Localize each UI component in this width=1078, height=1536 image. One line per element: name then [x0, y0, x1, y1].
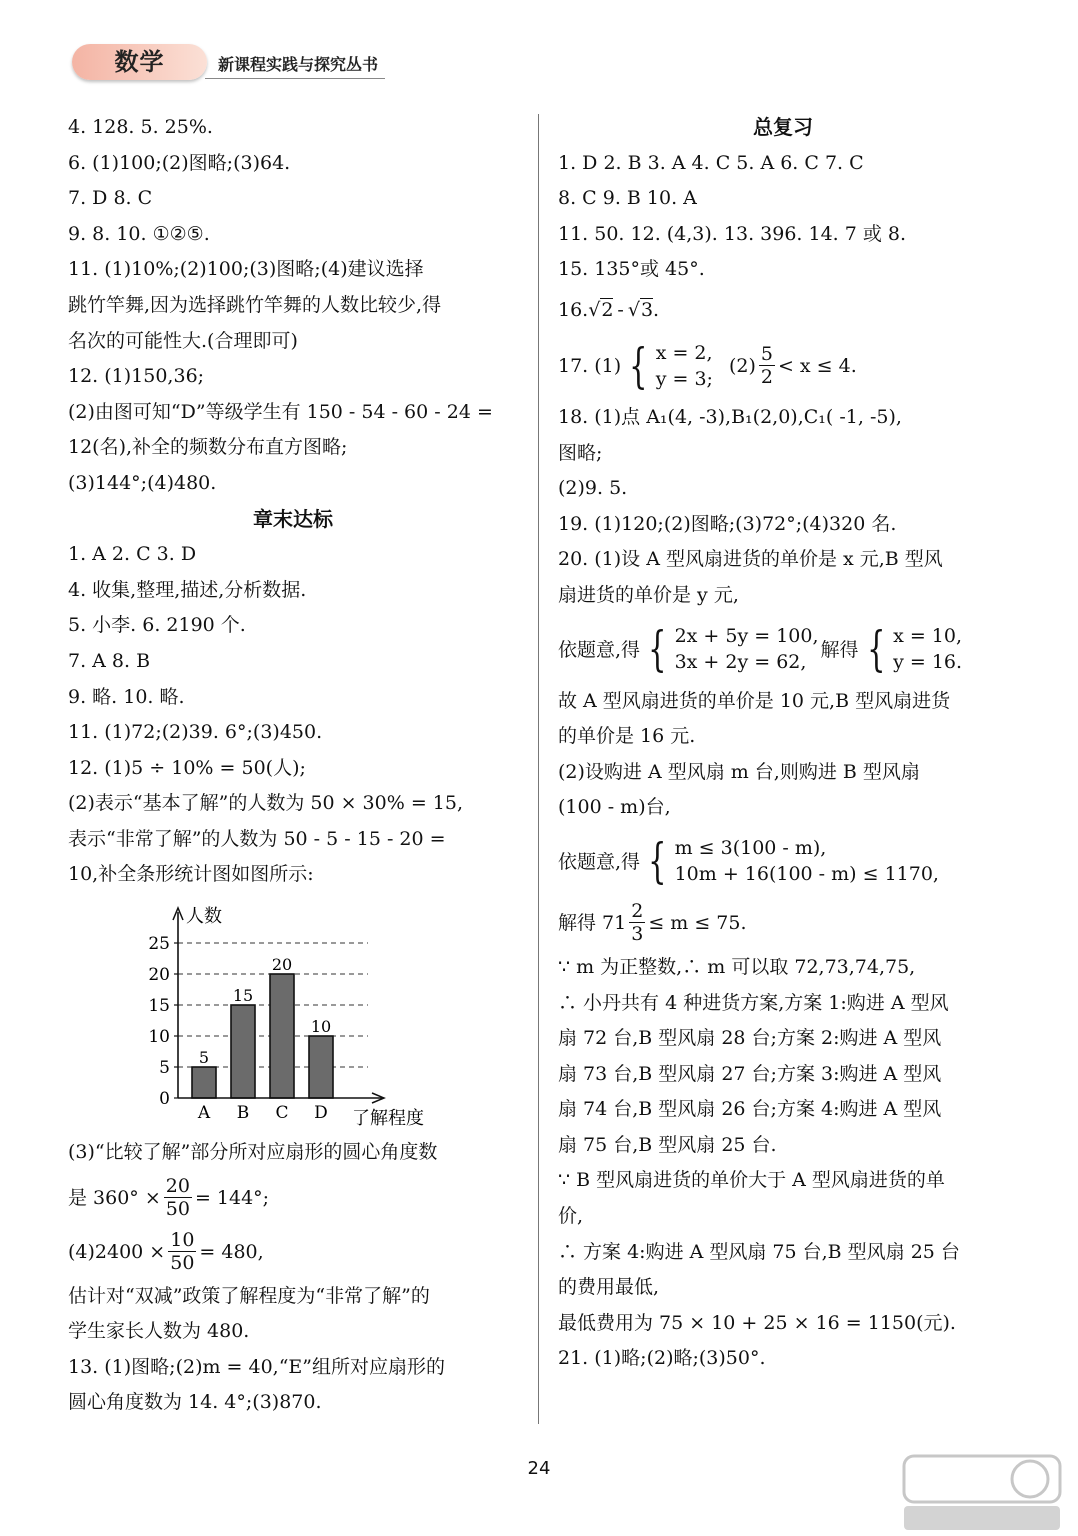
answer-line: (2)表示“基本了解”的人数为 50 × 30% = 15, — [68, 792, 464, 815]
bar — [309, 1036, 333, 1098]
left-column — [68, 110, 518, 1421]
equation-system — [861, 620, 963, 677]
answer-line: 1. D 2. B 3. A 4. C 5. A 6. C 7. C — [558, 151, 864, 174]
series-title: 新课程实践与探究丛书 — [218, 55, 379, 74]
text: (2) — [728, 354, 756, 377]
answer-line: ∴ 方案 4:购进 A 型风扇 75 台,B 型风扇 25 台 — [558, 1240, 960, 1263]
answer-line: 估计对“双减”政策了解程度为“非常了解”的 — [68, 1284, 430, 1307]
answer-line: 12. (1)5 ÷ 10% = 50(人); — [68, 756, 306, 779]
bar-chart — [140, 898, 440, 1128]
text: 解得 71 — [558, 911, 627, 934]
answer-line: (2)设购进 A 型风扇 m 台,则购进 B 型风扇 — [558, 760, 920, 783]
y-tick-label: 5 — [159, 1058, 170, 1078]
data-label: 15 — [232, 986, 254, 1005]
x-tick-label: D — [314, 1103, 328, 1123]
data-label: 10 — [310, 1017, 332, 1036]
answer-line: 9. 略. 10. 略. — [68, 685, 185, 708]
text: = 144°; — [194, 1186, 270, 1209]
answer-line: ∴ 小丹共有 4 种进货方案,方案 1:购进 A 型风 — [558, 991, 949, 1014]
answer-line: 7. A 8. B — [68, 649, 151, 672]
radicand: 3 — [640, 299, 654, 322]
answer-line: (2)由图可知“D”等级学生有 150 - 54 - 60 - 24 = — [68, 400, 493, 423]
bar — [270, 974, 294, 1098]
answer-line: (3)“比较了解”部分所对应扇形的圆心角度数 — [68, 1141, 438, 1164]
section-heading: 总复习 — [753, 115, 813, 139]
answer-line-fraction — [68, 1171, 518, 1225]
answer-line: 故 A 型风扇进货的单价是 10 元,B 型风扇进货 — [558, 689, 951, 712]
answer-line: 表示“非常了解”的人数为 50 - 5 - 15 - 20 = — [68, 827, 446, 850]
answer-line: 5. 小李. 6. 2190 个. — [68, 614, 246, 637]
page-number: 24 — [527, 1458, 551, 1479]
header-rule — [205, 78, 385, 79]
x-tick-label: B — [236, 1103, 250, 1123]
answer-line: 19. (1)120;(2)图略;(3)72°;(4)320 名. — [558, 512, 897, 535]
answer-line: ∵ B 型风扇进货的单价大于 A 型风扇进货的单 — [558, 1169, 945, 1192]
system-row: y = 16. — [893, 650, 963, 673]
answer-line: 20. (1)设 A 型风扇进货的单价是 x 元,B 型风 — [558, 548, 943, 571]
answer-line: 跳竹竿舞,因为选择跳竹竿舞的人数比较少,得 — [68, 293, 442, 316]
text: ≤ m ≤ 75. — [648, 911, 747, 934]
text: 17. (1) — [558, 354, 622, 377]
equation-system — [642, 620, 819, 677]
numerator: 5 — [760, 343, 773, 366]
section-heading: 章末达标 — [253, 506, 333, 531]
answer-line: (100 - m)台, — [558, 796, 671, 819]
system-row: x = 10, — [893, 624, 963, 647]
denominator: 50 — [165, 1198, 190, 1221]
answer-line: 7. D 8. C — [68, 187, 153, 210]
text: < x ≤ 4. — [777, 354, 857, 377]
answer-line: 6. (1)100;(2)图略;(3)64. — [68, 151, 291, 174]
system-rows — [656, 340, 713, 392]
fraction — [168, 1229, 196, 1274]
answer-line: (3)144°;(4)480. — [68, 471, 217, 494]
answer-line-system — [558, 826, 1008, 896]
brace: { — [648, 832, 667, 889]
system-row: m ≤ 3(100 - m), — [674, 836, 827, 859]
system-row: y = 3; — [655, 367, 713, 390]
answer-line: 价, — [558, 1205, 584, 1228]
answer-line: 扇 74 台,B 型风扇 26 台;方案 4:购进 A 型风 — [558, 1098, 942, 1121]
numerator: 20 — [165, 1175, 190, 1198]
answer-line-fraction — [558, 896, 1008, 950]
y-tick-label: 20 — [148, 965, 170, 985]
system-row: 10m + 16(100 - m) ≤ 1170, — [674, 862, 939, 885]
fraction — [164, 1175, 192, 1220]
answer-line: 扇 73 台,B 型风扇 27 台;方案 3:购进 A 型风 — [558, 1062, 942, 1085]
answer-line-system — [558, 332, 1008, 400]
answer-line: 的单价是 16 元. — [558, 725, 696, 748]
answer-line: 8. C 9. B 10. A — [558, 187, 697, 210]
radicand: 2 — [601, 299, 614, 322]
text: 解得 — [820, 639, 859, 662]
brace: { — [629, 337, 648, 394]
denominator: 2 — [760, 366, 773, 389]
answer-line: 11. (1)72;(2)39. 6°;(3)450. — [68, 721, 323, 744]
system-row: 3x + 2y = 62, — [674, 650, 807, 673]
system-rows — [675, 623, 819, 675]
answer-line-sqrt — [558, 288, 1008, 332]
data-label: 5 — [198, 1048, 210, 1067]
bar — [192, 1067, 216, 1098]
system-row: 2x + 5y = 100, — [674, 624, 819, 647]
answer-line: 学生家长人数为 480. — [68, 1320, 250, 1343]
answer-line-fraction — [68, 1225, 518, 1279]
text: - — [617, 298, 624, 321]
y-tick-label: 15 — [148, 996, 170, 1016]
answer-line: 11. (1)10%;(2)100;(3)图略;(4)建议选择 — [68, 258, 424, 281]
right-column — [558, 110, 1008, 1377]
inequality-system — [642, 832, 939, 889]
answer-line: 12. (1)150,36; — [68, 365, 205, 388]
answer-line: 最低费用为 75 × 10 + 25 × 16 = 1150(元). — [558, 1311, 956, 1334]
text: 依题意,得 — [558, 639, 641, 662]
denominator: 50 — [170, 1252, 195, 1275]
fraction — [759, 343, 775, 388]
numerator: 2 — [631, 900, 644, 923]
answer-line: 图略; — [558, 441, 603, 464]
x-tick-label: A — [197, 1103, 211, 1123]
subject-title: 数学 — [114, 48, 165, 76]
answer-line: 15. 135°或 45°. — [558, 258, 705, 281]
answer-line: 扇进货的单价是 y 元, — [558, 583, 739, 606]
sqrt-sign: √ — [627, 298, 640, 321]
y-axis-label: 人数 — [186, 906, 222, 927]
equation-system — [623, 337, 713, 394]
text: 是 360° × — [68, 1186, 161, 1209]
answer-line: 21. (1)略;(2)略;(3)50°. — [558, 1347, 766, 1370]
bar — [231, 1005, 255, 1098]
answer-line: 圆心角度数为 14. 4°;(3)870. — [68, 1391, 322, 1414]
answer-line: 4. 收集,整理,描述,分析数据. — [68, 578, 307, 601]
answer-line: 9. 8. 10. ①②⑤. — [68, 222, 210, 245]
answer-line: 扇 75 台,B 型风扇 25 台. — [558, 1133, 777, 1156]
text: 16. — [558, 298, 589, 321]
x-tick-label: C — [275, 1103, 289, 1123]
y-tick-label: 0 — [159, 1089, 170, 1109]
answer-line-system — [558, 614, 1008, 684]
brace: { — [866, 620, 885, 677]
data-label: 20 — [271, 955, 293, 974]
system-rows — [893, 623, 962, 675]
answer-line: 4. 128. 5. 25%. — [68, 116, 213, 138]
text: (4)2400 × — [68, 1240, 166, 1263]
answer-line: 1. A 2. C 3. D — [68, 543, 197, 566]
answer-line: 10,补全条形统计图如图所示: — [68, 863, 314, 886]
watermark-logo — [902, 1452, 1062, 1532]
answer-line: 13. (1)图略;(2)m = 40,“E”组所对应扇形的 — [68, 1355, 446, 1378]
y-tick-label: 25 — [148, 934, 170, 954]
system-row: x = 2, — [655, 341, 713, 364]
fraction — [629, 900, 645, 945]
sqrt-sign: √ — [588, 298, 601, 321]
answer-line: 名次的可能性大.(合理即可) — [68, 329, 298, 352]
numerator: 10 — [170, 1229, 195, 1252]
answer-line: 11. 50. 12. (4,3). 13. 396. 14. 7 或 8. — [558, 222, 907, 245]
answer-line: 扇 72 台,B 型风扇 28 台;方案 2:购进 A 型风 — [558, 1027, 942, 1050]
y-tick-label: 10 — [148, 1027, 170, 1047]
answer-line: ∵ m 为正整数,∴ m 可以取 72,73,74,75, — [558, 955, 916, 978]
x-axis-label: 了解程度 — [352, 1108, 424, 1128]
answer-line: 的费用最低, — [558, 1276, 660, 1299]
denominator: 3 — [631, 923, 644, 946]
answer-line: (2)9. 5. — [558, 477, 628, 500]
answer-line: 12(名),补全的频数分布直方图略; — [68, 436, 348, 459]
text: 依题意,得 — [558, 851, 641, 874]
text: . — [653, 298, 660, 321]
brace: { — [648, 620, 667, 677]
answer-line: 18. (1)点 A₁(4, -3),B₁(2,0),C₁( -1, -5), — [558, 405, 902, 428]
system-rows — [675, 835, 939, 887]
column-divider — [538, 114, 539, 1424]
text: = 480, — [199, 1240, 264, 1263]
